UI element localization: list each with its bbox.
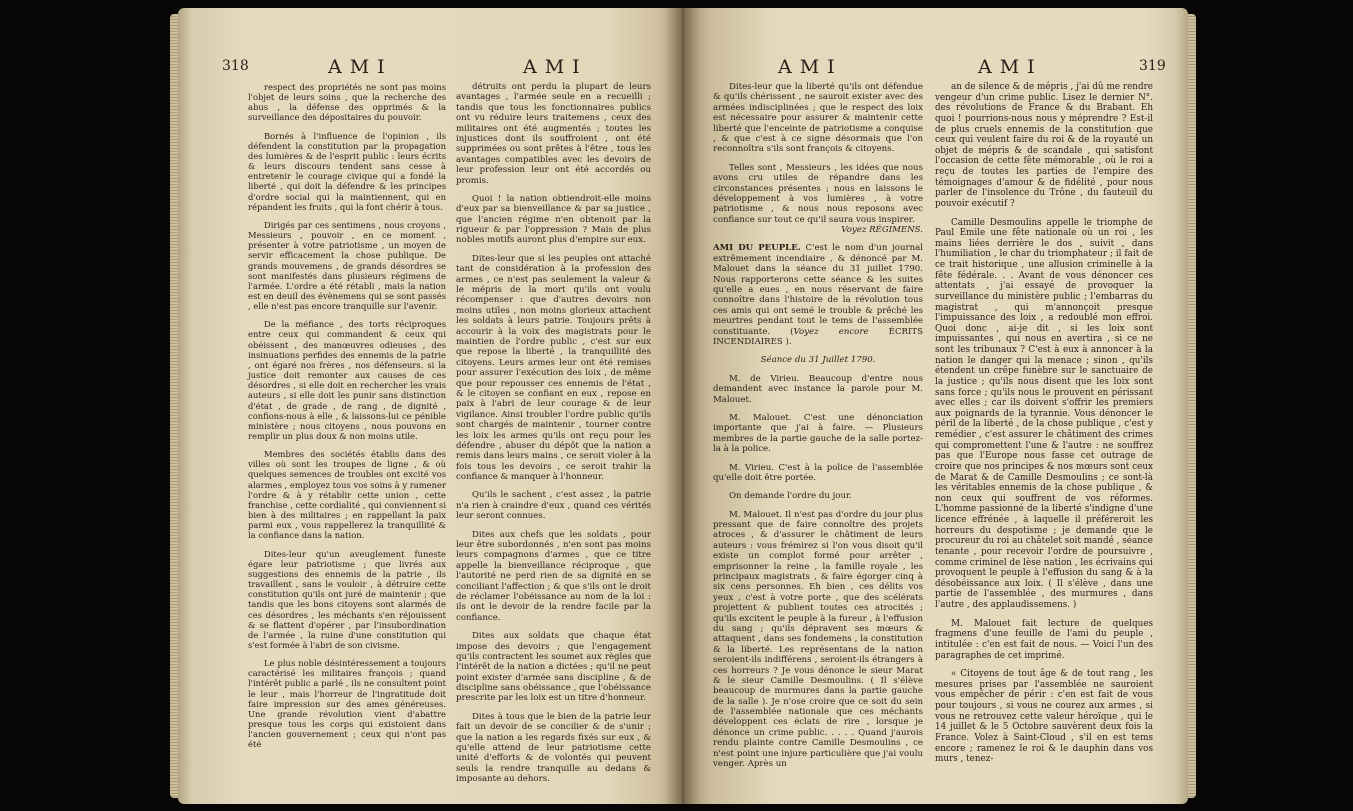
right-page (683, 8, 1188, 804)
paragraph: Dites à tous que le bien de la patrie leur fait un devoir de se concilier & de s'unir ; que la nation a les regards fixés sur eux , & qu'elle attend de leur patriotisme cette unité d'efforts & de volontés qui peuvent seuls la rendre tranquille au dedans & imposante au dehors. (456, 711, 651, 785)
voyez-reference: Voyez RÉGIMENS. (841, 225, 923, 236)
paragraph: Dites-leur que la liberté qu'ils ont défendue & qu'ils chérissent , ne sauroit exister avec des armées indisciplinées ; que le respect des loix est nécessaire pour assurer & maintenir cette liberté que l'enceinte de patriotisme a conquise , & que c'est à ce signe désormais que l'on reconnoîtra s'ils sont françois & citoyens. (713, 82, 923, 155)
paragraph: « Citoyens de tout âge & de tout rang , les mesures prises par l'assemblée ne sauroient vous empêcher de périr : c'en est fait de vous pour toujours , si vous ne courez aux armes , si vous ne retrouvez cette valeur héroïque , qui le 14 juillet & le 5 Octobre sauvèrent deux fois la France. Volez à Saint-Cloud , s'il en est tems encore ; ramenez le roi & le dauphin dans vos murs , tenez- (935, 669, 1153, 765)
paragraph: M. de Virieu. Beaucoup d'entre nous demandent avec instance la parole pour M. Malouet. (713, 373, 923, 405)
paragraph: Dites-leur qu'un aveuglement funeste égare leur patriotisme ; que livrés aux suggestions des ennemis de la patrie , ils travaillent , sans le vouloir , à détruire cette constitution qu'ils ont juré de maintenir ; que tandis que les bons citoyens sont alarmés de ces désordres , les méchants s'en réjouissent & se flattent d'opérer , par l'insubordination de l'armée , la ruine d'une constitution qui s'est formée à l'abri de son civisme. (248, 548, 446, 650)
ecrits-incendiaires: ÉCRITS INCENDIAIRES ). (713, 326, 924, 347)
voyez-encore: Voyez encore (793, 326, 869, 337)
running-header-left-1: AMI (328, 56, 393, 78)
seance-heading: Séance du 31 Juillet 1790. (760, 355, 876, 366)
paragraph: On demande l'ordre du jour. (729, 491, 852, 502)
paragraph: Dites-leur que si les peuples ont attaché tant de considération à la profession des armes , ce n'est pas seulement la valeur & le mépris de la mort qu'ils ont voulu récompenser : que d'autres devoirs non moins utiles , non moins glorieux attachent les soldats à leurs patrie. Toujours prêts à accourir à la voix des magistrats pour le maintien de l'ordre public , c'est sur eux que repose la liberté , la tranquillité des citoyens. Leurs armes leur ont été remises pour assurer l'exécution des loix , de même que pour repousser ces ennemis de l'état , & le citoyen se confiant en eux , repose en paix à l'abri de leur courage & de leur vigilance. Ainsi troubler l'ordre public qu'ils sont chargés de maintenir , tourner contre les loix les armes qu'ils ont reçu pour les défendre , abuser du dépôt que la nation a remis dans leurs mains , ce seroit violer à la fois tous les devoirs , ce seroit trahir la confiance & manquer à l'honneur. (456, 253, 651, 483)
right-column-2 (935, 82, 1153, 773)
paragraph: an de silence & de mépris , j'ai dû me rendre vengeur d'un crime public. Lisez le dernier N°. des révolutions de France & du Brabant. Eh quoi ! pourrions-nous nous y méprendre ? Est-il de plus cruels ennemis de la constitution que ceux qui veulent faire du roi & de la royauté un objet de mépris & de scandale , qui satisfont l'occasion de cette fête mémorable , où le roi a reçu de toutes les parties de l'empire des témoignages d'amour & de fidélité , pour nous parler de l'insolence du Trône , du fauteuil du pouvoir exécutif ? (935, 82, 1153, 209)
entry-title: AMI DU PEUPLE. (713, 243, 801, 254)
paragraph: respect des propriétés ne sont pas moins l'objet de leurs soins , que la recherche des abus , la défense des opprimés & la surveillance des dépositaires du pouvoir. (248, 82, 446, 123)
running-header-left-2: AMI (523, 56, 588, 78)
right-column-1 (713, 82, 923, 777)
open-book (178, 8, 1188, 804)
left-page (178, 8, 683, 804)
left-column-2 (456, 82, 651, 793)
paragraph: Bornés à l'influence de l'opinion , ils défendent la constitution par la propagation des lumières & de l'esprit public : leurs écrits & leurs discours tendent sans cesse à entretenir le courage civique qui a fondé la liberté , qui doit la défendre & les principes d'ordre social qui la maintiennent, qui en répandent les fruits , qui la font chérir à tous. (248, 130, 446, 212)
page-number-right: 319 (1139, 58, 1166, 74)
paragraph: M. Malouet. Il n'est pas d'ordre du jour plus pressant que de faire connoître des projets atroces , & d'assurer le châtiment de leurs auteurs : vous frémirez si l'on vous disoit qu'il existe un complot formé pour arrêter , emprisonner la reine , la famille royale , les principaux magistrats , & faire égorger cinq à six cens personnes. Eh bien , ces délits vos yeux , c'est à votre porte , que des scélérats projettent & publient toutes ces atrocités ; qu'ils excitent le peuple à la fureur , à l'effusion du sang ; qu'ils dépravent ses mœurs & attaquent , dans ses fondemens , la constitution & la liberté. Les représentans de la nation seroient-ils indifférens , seroient-ils étrangers à ces horreurs ? Je vous dénonce le sieur Marat & le sieur Camille Desmoulins. ( Il s'élève beaucoup de murmures dans la partie gauche de la salle ). Je n'ose croire que ce soit du sein de l'assemblée nationale que ces méchants développent ces éclats de rire , lorsque je dénonce un crime public. . . . . Quand j'aurois rendu plainte contre Camille Desmoulins , ce n'est point une injure particulière que j'ai voulu venger. Après un (713, 509, 923, 770)
left-column-1 (248, 82, 446, 758)
paragraph: De la méfiance , des torts réciproques entre ceux qui commandent & ceux qui obéissent , des manœuvres odieuses , des insinuations perfides des ennemis de la patrie , ont égaré nos frères , nos défenseurs. si la justice doit remonter aux causes de ces désordres , si elle doit en rechercher les vrais auteurs , si elle doit les punir sans distinction d'état , de grade , de rang , de dignité , confions-nous à elle , & laissons-lui ce pénible ministère ; nous citoyens , nous pouvons en remplir un plus doux & non moins utile. (248, 319, 446, 441)
paragraph: M. Malouet. C'est une dénonciation importante que j'ai à faire. — Plusieurs membres de la partie gauche de la salle portez-la à la police. (713, 412, 923, 455)
paragraph: Dites aux chefs que les soldats , pour leur être subordonnés , n'en sont pas moins leurs compagnons d'armes , que ce titre appelle la bienveillance réciproque , que l'autorité ne perd rien de sa dignité en se conciliant l'affection ; & que s'ils ont le droit de réclamer l'obéissance au nom de la loi : ils ont le devoir de la rendre facile par la confiance. (456, 529, 651, 623)
paragraph: détruits ont perdu la plupart de leurs avantages , l'armée seule en a recueilli ; tandis que tous les fonctionnaires publics ont vu réduire leurs traitemens , ceux des militaires ont été augmentés ; toutes les injustices dont ils souffroient , ont été supprimées ou sont prêtes à l'être , tous les avantages compatibles avec les devoirs de leur profession leur ont été accordés ou promis. (456, 82, 651, 186)
paragraph: Telles sont , Messieurs , les idées que nous avons cru utiles de répandre dans les circonstances présentes ; nous en laissons le développement à vos lumières , à votre patriotisme , & nous nous reposons avec confiance sur tout ce qu'il saura vous inspirer. (713, 162, 923, 225)
paragraph: M. Virieu. C'est à la police de l'assemblée qu'elle doit être portée. (713, 462, 923, 483)
running-header-right-1: AMI (778, 56, 843, 78)
paragraph: M. Malouet fait lecture de quelques fragmens d'une feuille de l'ami du peuple , intitulée : c'en est fait de nous. — Voici l'un des paragraphes de cet imprimé. (935, 618, 1153, 661)
paragraph: Membres des sociétés établis dans des villes où sont les troupes de ligne , & où quelques semences de troubles ont excité vos alarmes , employez tous vos soins à y ramener l'ordre & à y rétablir cette union , cette franchise , cette cordialité , qui conviennent si bien à des militaires ; en rappellant la paix parmi eux , vous rappellerez la tranquillité & la confiance dans la nation. (248, 449, 446, 541)
paragraph: Qu'ils le sachent , c'est assez , la patrie n'a rien à craindre d'eux , quand ces vérités leur seront connues. (456, 490, 651, 522)
paragraph: Quoi ! la nation obtiendroit-elle moins d'eux par sa bienveillance & par sa justice , que l'ancien régime n'en obtenoit par la rigueur & par l'oppression ? Mais de plus nobles motifs auront plus d'empire sur eux. (456, 193, 651, 246)
paragraph: Dirigés par ces sentimens , nous croyons , Messieurs , pouvoir , en ce moment , présenter à votre patriotisme , un moyen de servir efficacement la chose publique. De grands mouvemens , de grands désordres se sont manifestés dans plusieurs régimens de l'armée. L'ordre a été rétabli , mais la nation est en deuil des évènemens qui se sont passés , elle n'est pas encore tranquille sur l'avenir. (248, 219, 446, 312)
paragraph: Camille Desmoulins appelle le triomphe de Paul Emile une fête nationale où un roi , les mains liées derrière le dos , suivit , dans l'humiliation , le char du triomphateur ; il fait de ce trait historique , une allusion criminelle à la fête fédérale. . . Avant de vous dénoncer ces attentats , j'ai essayé de provoquer la surveillance du ministère public ; l'embarras du magistrat , qui m'annonçoit presque l'impuissance des loix , a redoublé mon effroi. Quoi donc , ai-je dit , si les loix sont impuissantes , qui nous en avertira , si ce ne sont les tribunaux ? C'est à eux à annoncer à la nation le danger qui la menace ; sinon , qu'ils étendent un crêpe funèbre sur le sanctuaire de la justice ; qu'ils nous disent que les loix sont sans force ; qu'ils nous le prouvent en périssant avec elles ; car ils doivent s'offrir les premiers aux poignards de la tyrannie. Vous dénoncer le péril de la liberté , de la chose publique , c'est y remédier , c'est assurer le châtiment des crimes qui compromettent l'une & l'autre : ne souffrez pas que l'Europe nous fasse cet outrage de croire que nos principes & nos mœurs sont ceux de Marat & de Camille Desmoulins ; ce sont-là les véritables ennemis de la chose publique , & non ceux qui souffrent de vos réformes. L'homme passionné de la liberté s'indigne d'une licence effrénée , à laquelle il préféreroit les horreurs du despotisme ; je demande que le procureur du roi au châtelet soit mandé , séance tenante , pour recevoir l'ordre de poursuivre , comme criminel de lèse nation , les écrivains qui provoquent le peuple à l'effusion du sang & à la désobéissance aux loix. ( Il s'élève , dans une partie de l'assemblée , des murmures , dans l'autre , des applaudissemens. ) (935, 217, 1153, 610)
paragraph: Le plus noble désintéressement a toujours caractérisé les militaires françois ; quand l'intérêt public a parlé , ils ne consultent point le leur , mais l'horreur de l'ingratitude doit faire impression sur des ames généreuses. Une grande révolution vient d'abattre presque tous les corps qui existoient dans l'ancien gouvernement ; ceux qui n'ont pas été (248, 658, 446, 750)
paragraph: Dites aux soldats que chaque état impose des devoirs ; que l'engagement qu'ils contractent les soumet aux règles que l'intérêt de la nation a dictées ; qu'il ne peut point exister d'armée sans discipline , & de discipline sans obéissance , que l'obéissance prescrite par les loix est un titre d'honneur. (456, 631, 651, 704)
page-number-left: 318 (222, 58, 249, 74)
entry-body: C'est le nom d'un journal extrêmement incendiaire , & dénoncé par M. Malouet dans la séance du 31 juillet 1790. Nous rapporterons cette séance & les suites qu'elle a eues , en nous réservant de faire connoître dans l'histoire de la révolution tous ces amis qui ont semé le trouble & prêché les meurtres pendant tout le tems de l'assemblée constituante. ( (713, 243, 924, 337)
running-header-right-2: AMI (978, 56, 1043, 78)
